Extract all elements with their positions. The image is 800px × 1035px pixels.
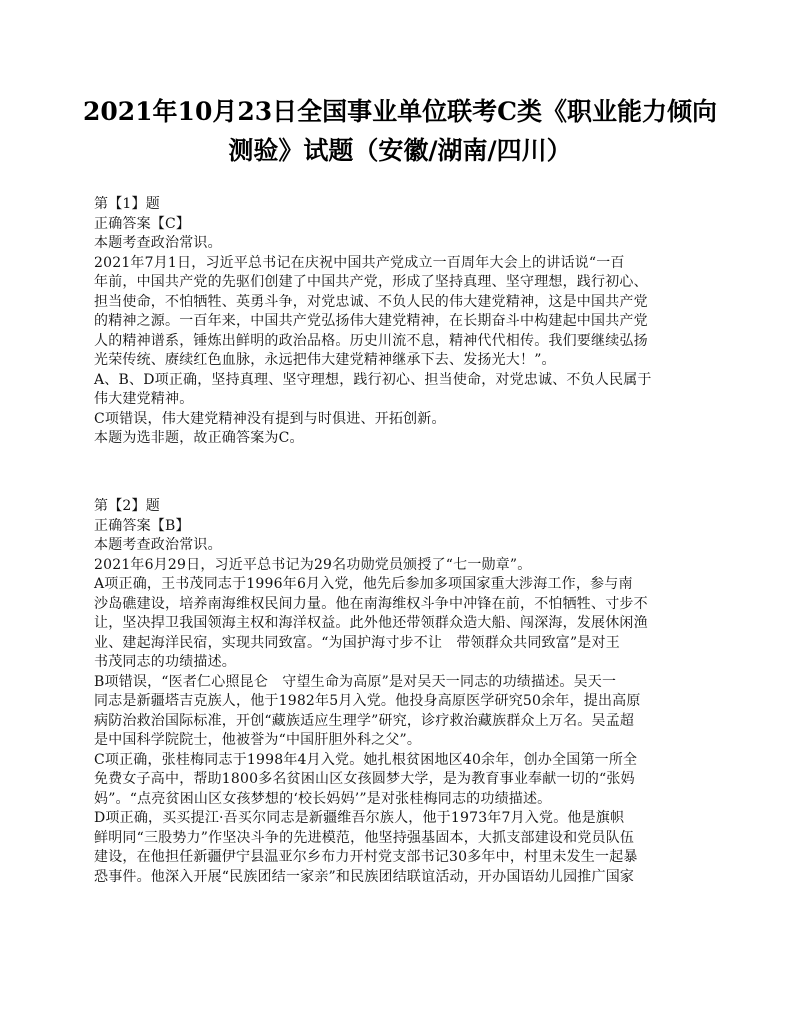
explanation-line: 人的精神谱系，锤炼出鲜明的政治品格。历史川流不息，精神代代相传。我们要继续弘扬 bbox=[94, 332, 648, 349]
explanation-line: 让，坚决捍卫我国领海主权和海洋权益。此外他还带领群众造大船、闯深海，发展休闲渔 bbox=[94, 615, 648, 631]
question-1-answer-section bbox=[94, 195, 714, 449]
explanation-line: 书茂同志的功绩描述。 bbox=[94, 654, 236, 670]
explanation-line: B项错误，“医者仁心照昆仑 守望生命为高原”是对吴天一同志的功绩描述。吴天一 bbox=[94, 673, 617, 690]
question-number: 第【2】题 bbox=[94, 498, 160, 514]
explanation-line: 担当使命，不怕牺牲、英勇斗争，对党忠诚、不负人民的伟大建党精神，这是中国共产党 bbox=[94, 293, 648, 310]
correct-answer: 正确答案【C】 bbox=[94, 215, 191, 232]
explanation-line: 病防治救治国际标准，开创“藏族适应生理学”研究，诊疗救治藏族群众上万名。吴孟超 bbox=[94, 712, 635, 729]
explanation-line: 业、建起海洋民宿，实现共同致富。“为国护海寸步不让 带领群众共同致富”是对王 bbox=[94, 634, 620, 651]
explanation-line: C项正确，张桂梅同志于1998年4月入党。她扎根贫困地区40余年，创办全国第一所全 bbox=[94, 751, 638, 768]
explanation-line: D项正确，买买提江·吾买尔同志是新疆维吾尔族人，他于1973年7月入党。他是旗帜 bbox=[94, 810, 625, 826]
explanation-line: A项正确，王书茂同志于1996年6月入党，他先后参加多项国家重大涉海工作，参与南 bbox=[94, 576, 633, 592]
explanation-line: C项错误，伟大建党精神没有提到与时俱进、开拓创新。 bbox=[94, 410, 446, 427]
explanation-line: 同志是新疆塔吉克族人，他于1982年5月入党。他投身高原医学研究50余年，提出高原 bbox=[94, 693, 641, 709]
explanation-line: 本题为选非题，故正确答案为C。 bbox=[94, 430, 304, 446]
explanation-line: 免费女子高中，帮助1800多名贫困山区女孩圆梦大学，是为教育事业奉献一切的“张妈 bbox=[94, 771, 635, 787]
correct-answer: 正确答案【B】 bbox=[94, 517, 190, 534]
title-line-1: 2021年10月23日全国事业单位联考C类《职业能力倾向 bbox=[82, 97, 718, 126]
explanation-line: 的精神之源。一百年来，中国共产党弘扬伟大建党精神，在长期奋斗中构建起中国共产党 bbox=[94, 313, 648, 329]
document-title bbox=[60, 92, 740, 170]
explanation-line: 建设，在他担任新疆伊宁县温亚尔乡布力开村党支部书记30多年中，村里未发生一起暴 bbox=[94, 849, 638, 865]
question-2-answer-section bbox=[94, 497, 714, 887]
explanation-line: 2021年7月1日，习近平总书记在庆祝中国共产党成立一百周年大会上的讲话说“一百 bbox=[94, 254, 625, 271]
explanation-line: 恐事件。他深入开展“民族团结一家亲”和民族团结联谊活动，开办国语幼儿园推广国家 bbox=[94, 868, 635, 885]
explanation-line: 本题考查政治常识。 bbox=[94, 537, 222, 553]
explanation-line: A、B、D项正确，坚持真理、坚守理想，践行初心、担当使命，对党忠诚、不负人民属于 bbox=[94, 371, 652, 388]
explanation-line: 鲜明同“三股势力”作坚决斗争的先进模范，他坚持强基固本，大抓支部建设和党员队伍 bbox=[94, 829, 635, 846]
explanation-line: 伟大建党精神。 bbox=[94, 391, 194, 407]
question-number: 第【1】题 bbox=[94, 196, 160, 212]
explanation-line: 是中国科学院院士，他被誉为“中国肝胆外科之父”。 bbox=[94, 732, 422, 748]
title-line-2: 测验》试题（安徽/湖南/四川） bbox=[228, 136, 572, 165]
explanation-line: 妈”。“点亮贫困山区女孩梦想的‘校长妈妈’”是对张桂梅同志的功绩描述。 bbox=[94, 790, 552, 807]
explanation-line: 光荣传统、赓续红色血脉，永远把伟大建党精神继承下去、发扬光大！”。 bbox=[94, 352, 556, 368]
explanation-line: 年前，中国共产党的先驱们创建了中国共产党，形成了坚持真理、坚守理想，践行初心、 bbox=[94, 274, 648, 290]
explanation-line: 沙岛礁建设，培养南海维权民间力量。他在南海维权斗争中冲锋在前，不怕牺牲、寸步不 bbox=[94, 595, 648, 612]
explanation-line: 本题考查政治常识。 bbox=[94, 235, 222, 251]
explanation-line: 2021年6月29日，习近平总书记为29名功勋党员颁授了“七一勋章”。 bbox=[94, 556, 532, 573]
